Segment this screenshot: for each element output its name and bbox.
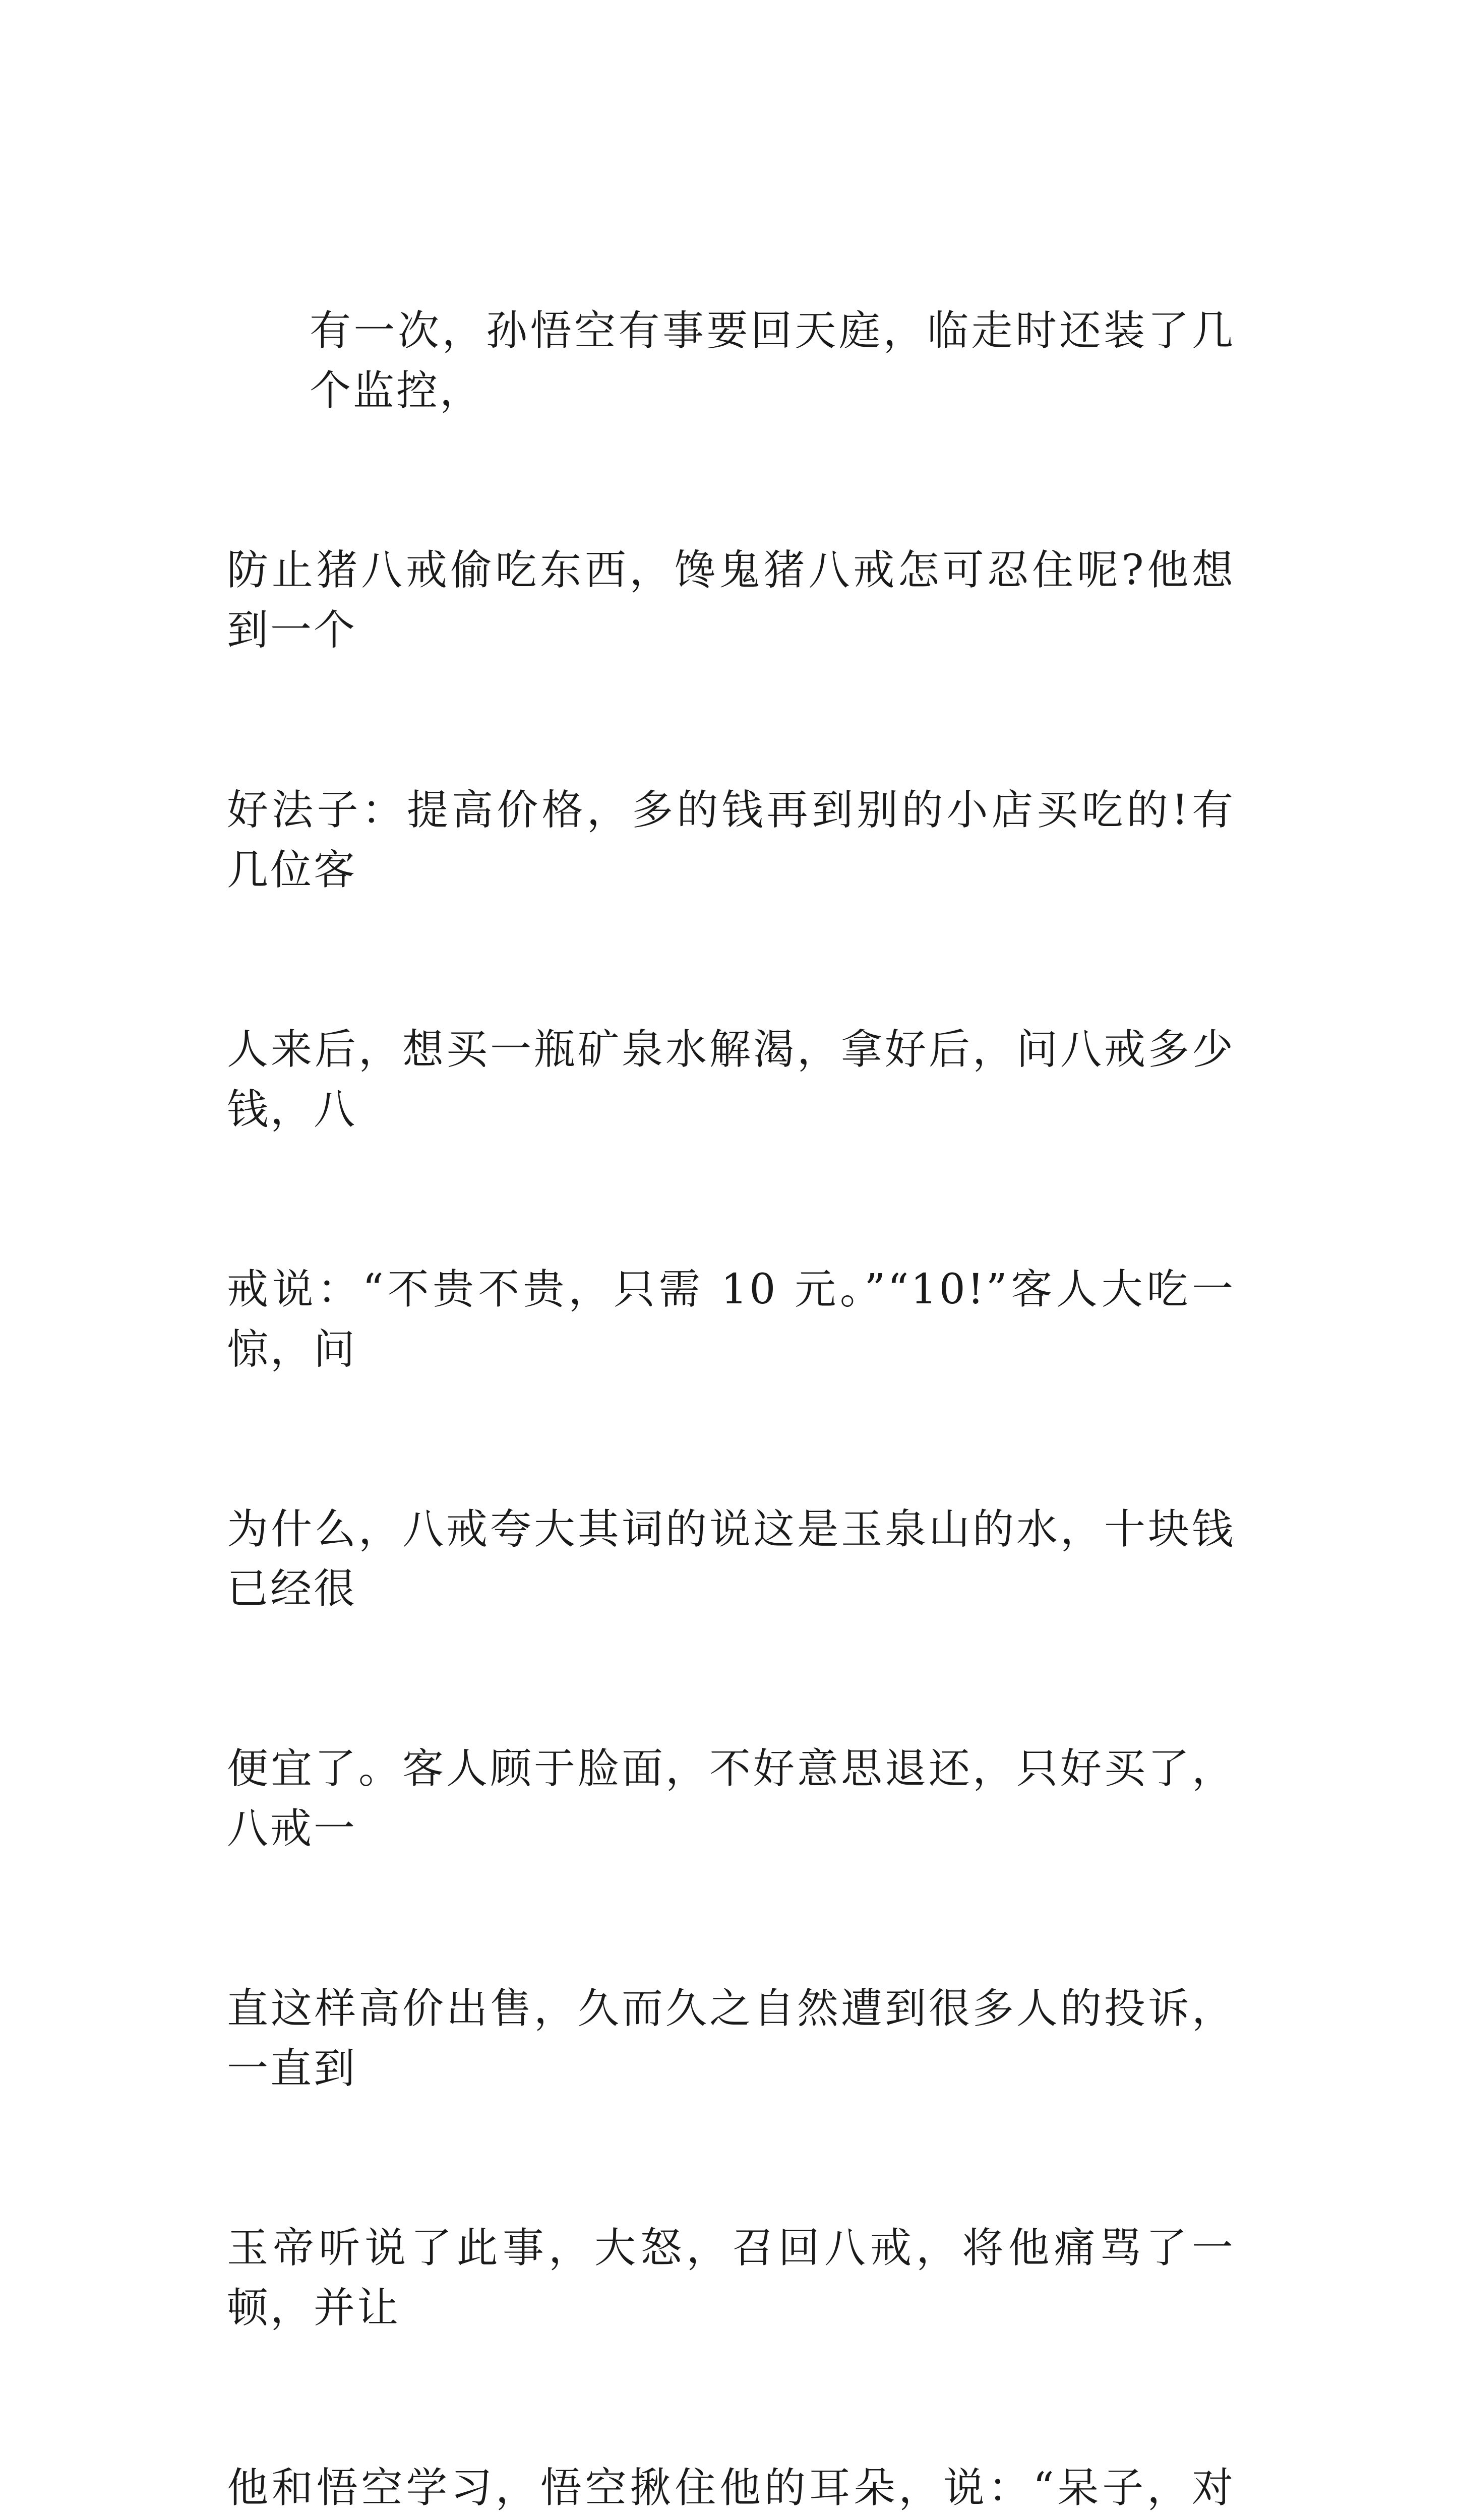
body-text [227,181,1235,2520]
text-line: 有一次，孙悟空有事要回天庭，临走时还装了几个监控， [310,306,1235,415]
text-line: 为什么，八戒夸大其词的说这是玉泉山的水，十块钱已经很 [227,1505,1235,1613]
text-line: 直这样高价出售，久而久之自然遭到很多人的投诉，一直到 [227,1984,1235,2093]
text-line: 人来后，想买一瓶矿泉水解渴，拿好后，问八戒多少钱，八 [227,1026,1235,1134]
text-line: 戒说：“不贵不贵，只需 10 元。”“10!”客人大吃一惊，问 [227,1266,1235,1373]
text-line: 防止猪八戒偷吃东西，馋鬼猪八戒怎可忍住呢?他想到一个 [227,546,1235,655]
paragraph [227,181,1235,2520]
text-line: 便宜了。客人顾于脸面，不好意思退还，只好买了，八戒一 [227,1745,1235,1853]
text-line: 玉帝听说了此事，大怒，召回八戒，将他痛骂了一顿，并让 [227,2224,1235,2333]
text-line: 好法子：提高价格，多的钱再到别的小店买吃的!有几位客 [227,786,1235,894]
text-line: 他和悟空学习，悟空揪住他的耳朵，说：“呆子，对 [227,2464,1235,2512]
